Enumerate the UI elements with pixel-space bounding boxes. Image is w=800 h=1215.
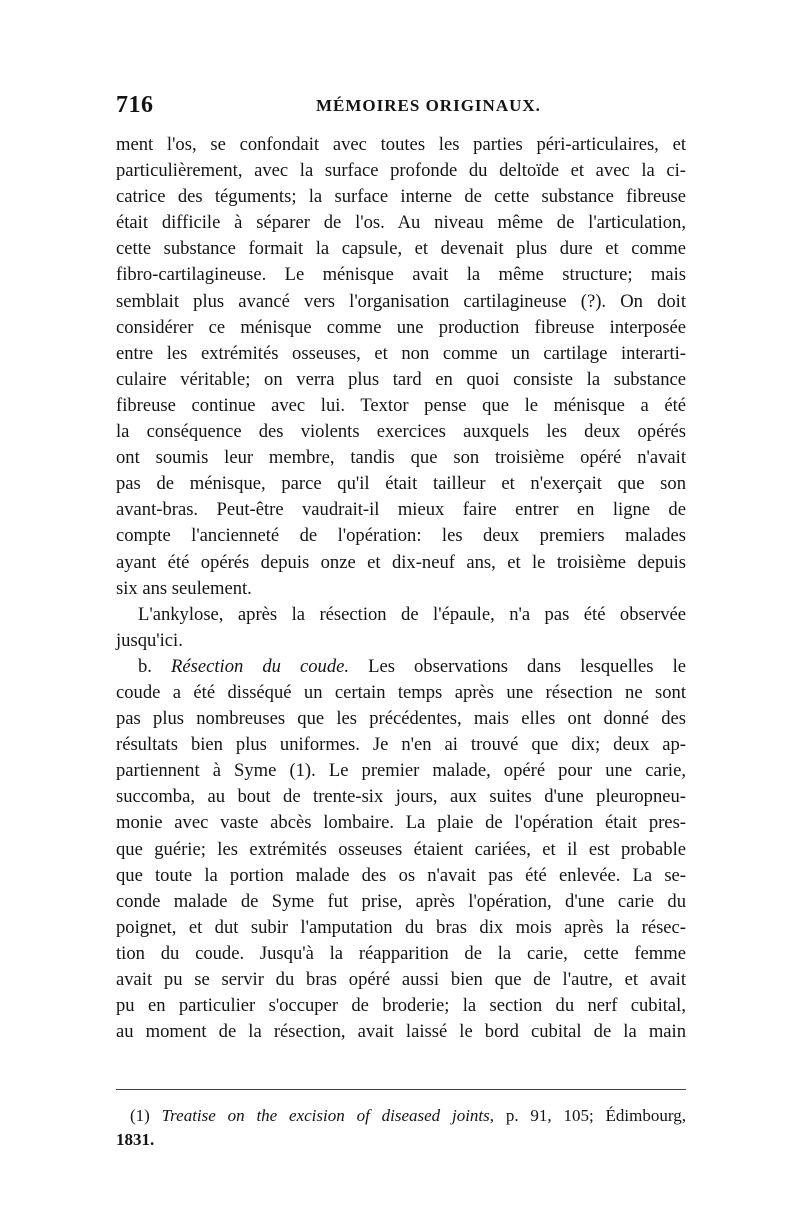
section-marker: b.	[138, 655, 152, 677]
text-line: particulièrement, avec la surface profonde du deltoïde et avec la ci-	[116, 160, 686, 182]
text-line: résultats bien plus uniformes. Je n'en ai trouvé que dix; deux ap-	[116, 734, 686, 756]
text-line: pas de ménisque, parce qu'il était tailleur et n'exerçait que son	[116, 473, 686, 495]
page-number: 716	[116, 92, 154, 118]
footnote	[116, 1104, 686, 1152]
text-line: ayant été opérés depuis onze et dix-neuf ans, et le troisième depuis	[116, 551, 686, 573]
text-line: que toute la portion malade des os n'avait pas été enlevée. La se-	[116, 864, 686, 886]
footnote-rule	[116, 1089, 686, 1090]
text-line: tion du coude. Jusqu'à la réapparition de la carie, cette femme	[116, 942, 686, 964]
page-header	[116, 92, 686, 122]
text-line: pu en particulier s'occuper de broderie; la section du nerf cubital,	[116, 995, 686, 1017]
text-line: poignet, et dut subir l'amputation du bras dix mois après la résec-	[116, 916, 686, 938]
text-line: entre les extrémités osseuses, et non comme un cartilage interarti-	[116, 342, 686, 364]
text-line: était difficile à séparer de l'os. Au niveau même de l'articulation,	[116, 212, 686, 234]
text-line: au moment de la résection, avait laissé le bord cubital de la main	[116, 1021, 686, 1043]
text-line: fibreuse continue avec lui. Textor pense que le ménisque a été	[116, 394, 686, 416]
text-line: fibro-cartilagineuse. Le ménisque avait la même structure; mais	[116, 264, 686, 286]
text-line: la conséquence des violents exercices auxquels les deux opérés	[116, 421, 686, 443]
text-line: avant-bras. Peut-être vaudrait-il mieux faire entrer en ligne de	[116, 499, 686, 521]
text-line: six ans seulement.	[116, 577, 252, 599]
text-line: culaire véritable; on verra plus tard en quoi consiste la substance	[116, 368, 686, 390]
text-line: que guérie; les extrémités osseuses étaient cariées, et il est probable	[116, 838, 686, 860]
text-line: pas plus nombreuses que les précédentes, mais elles ont donné des	[116, 708, 686, 730]
text-line: cette substance formait la capsule, et devenait plus dure et comme	[116, 238, 686, 260]
text-line: compte l'ancienneté de l'opération: les deux premiers malades	[116, 525, 686, 547]
text-line: catrice des téguments; la surface interne de cette substance fibreuse	[116, 186, 686, 208]
text-line: succomba, au bout de trente-six jours, aux suites d'une pleuropneu-	[116, 786, 686, 808]
running-head: MÉMOIRES ORIGINAUX.	[316, 96, 541, 115]
section-heading-line	[116, 654, 686, 680]
text-line: ment l'os, se confondait avec toutes les parties péri-articulaires, et	[116, 134, 686, 155]
text-line-fragment: Les observations dans lesquelles le	[368, 655, 686, 677]
footnote-details: , p. 91, 105; Édimbourg,	[489, 1106, 686, 1125]
text-line: monie avec vaste abcès lombaire. La plaie de l'opération était pres-	[116, 812, 686, 834]
section-title: Résection du coude.	[171, 655, 350, 677]
text-line: L'ankylose, après la résection de l'épaule, n'a pas été observée	[138, 603, 686, 625]
footnote-line	[116, 1104, 686, 1128]
footnote-year: 1831.	[116, 1130, 155, 1149]
footnote-title: Treatise on the excision of diseased joints	[161, 1106, 490, 1125]
text-line: partiennent à Syme (1). Le premier malade, opéré pour une carie,	[116, 760, 686, 782]
text-line: conde malade de Syme fut prise, après l'opération, d'une carie du	[116, 890, 686, 912]
text-line: coude a été disséqué un certain temps après une résection ne sont	[116, 681, 686, 703]
text-line: considérer ce ménisque comme une production fibreuse interposée	[116, 316, 686, 338]
text-line: avait pu se servir du bras opéré aussi bien que de l'autre, et avait	[116, 969, 686, 990]
text-line: semblait plus avancé vers l'organisation cartilagineuse (?). On doit	[116, 290, 686, 312]
footnote-marker: (1)	[130, 1106, 150, 1125]
text-line: jusqu'ici.	[116, 629, 183, 651]
text-line: ont soumis leur membre, tandis que son troisième opéré n'avait	[116, 447, 686, 469]
body-text	[116, 132, 686, 1045]
